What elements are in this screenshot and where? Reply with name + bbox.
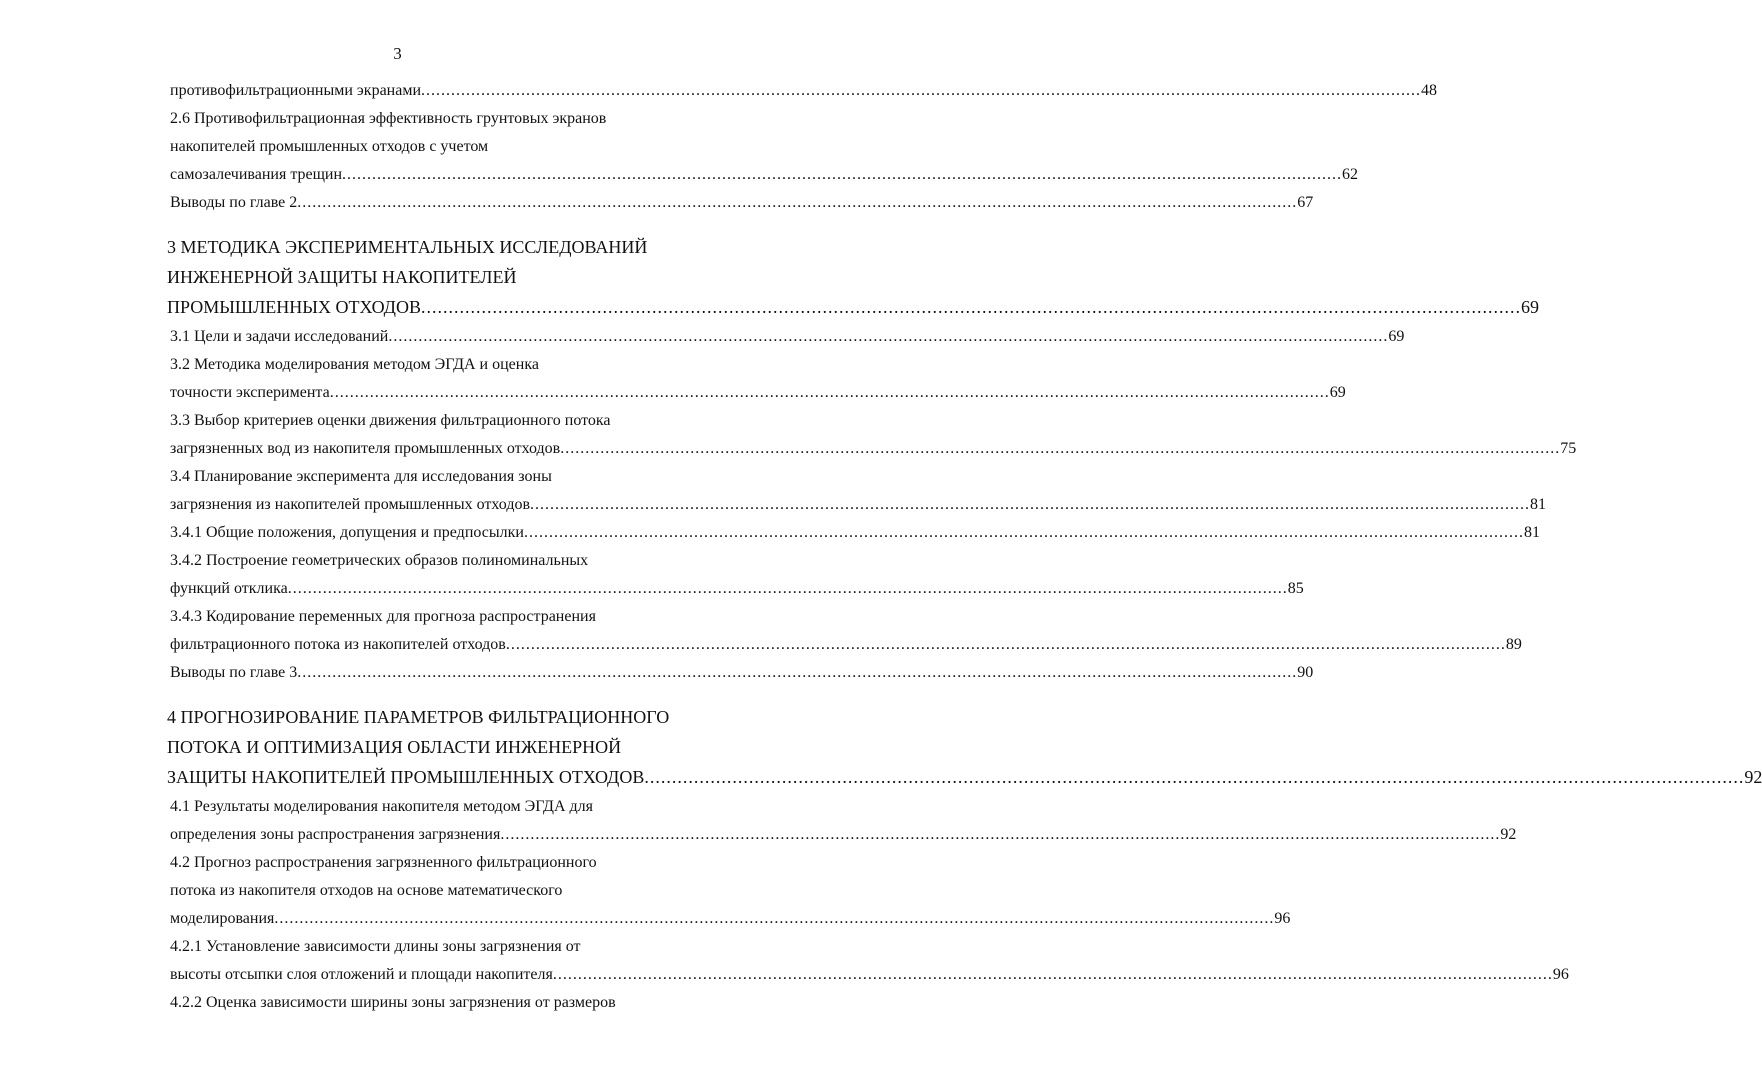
toc-entry-text: накопителей промышленных отходов с учетом: [170, 138, 489, 155]
toc-entry-line: [170, 322, 1405, 351]
toc-line-content: [167, 702, 737, 732]
dot-leader: ........................................................................................................................................................................................................: [274, 910, 1275, 927]
dot-leader: ........................................................................................................................................................................................................: [644, 767, 1745, 787]
page-number: 3: [393, 44, 402, 63]
toc-line-content: [170, 462, 740, 491]
toc-page-number: 81: [1530, 496, 1547, 513]
toc-entry-text: самозалечивания трещин: [170, 166, 343, 183]
toc-page-number: 48: [1421, 82, 1438, 99]
toc-page-number: 62: [1342, 166, 1359, 183]
toc-line-content: [170, 820, 1517, 849]
toc-entry-line: [170, 876, 740, 905]
toc-page-number: 92: [1744, 767, 1762, 787]
toc-line-content: [170, 160, 1359, 189]
toc-line-content: [167, 232, 737, 262]
toc-page-number: 75: [1560, 440, 1577, 457]
toc-entry-text: определения зоны распространения загрязнения: [170, 826, 501, 843]
toc-line-content: [170, 188, 1314, 217]
toc-line-content: [170, 378, 1346, 407]
toc-entry-text: противофильтрационными экранами: [170, 82, 422, 99]
toc-entry-line: [170, 406, 740, 435]
toc-line-content: [170, 76, 1438, 105]
toc-page-number: 69: [1329, 384, 1346, 401]
dot-leader: ........................................................................................................................................................................................................: [297, 664, 1298, 681]
toc-entry-text: 2.6 Противофильтрационная эффективность грунтовых экранов: [170, 110, 607, 127]
toc-entry-line: [170, 848, 740, 877]
toc-entry-text: ИНЖЕНЕРНОЙ ЗАЩИТЫ НАКОПИТЕЛЕЙ: [167, 267, 517, 287]
toc-line-content: [170, 434, 1577, 463]
dot-leader: ........................................................................................................................................................................................................: [560, 440, 1561, 457]
dot-leader: ........................................................................................................................................................................................................: [505, 636, 1506, 653]
toc-line-content: [170, 932, 740, 961]
toc-line-content: [170, 490, 1547, 519]
toc-entry-text: 3.4.1 Общие положения, допущения и предпосылки: [170, 524, 524, 541]
toc-entry-text: функций отклика: [170, 580, 288, 597]
toc-entry-text: 3.2 Методика моделирования методом ЭГДА и оценка: [170, 356, 539, 373]
toc-entry-line: [170, 820, 1517, 849]
toc-page-number: 90: [1297, 664, 1314, 681]
toc-line-content: [167, 292, 1539, 322]
toc-entry-text: 3.4.2 Построение геометрических образов полиноминальных: [170, 552, 589, 569]
toc-line-content: [170, 546, 740, 575]
toc-entry-line: [170, 160, 1359, 189]
toc-entry-line: [170, 188, 1314, 217]
dot-leader: ........................................................................................................................................................................................................: [500, 826, 1501, 843]
toc-chapter-line: [167, 732, 737, 762]
toc-line-content: [170, 658, 1314, 687]
toc-page-number: 89: [1505, 636, 1522, 653]
toc-line-content: [170, 406, 740, 435]
toc-entry-text: 4 ПРОГНОЗИРОВАНИЕ ПАРАМЕТРОВ ФИЛЬТРАЦИОННОГО: [167, 707, 670, 727]
toc-entry-text: ЗАЩИТЫ НАКОПИТЕЛЕЙ ПРОМЫШЛЕННЫХ ОТХОДОВ: [167, 767, 645, 787]
toc-entry-line: [170, 462, 740, 491]
toc-entry-text: моделирования: [170, 910, 275, 927]
toc-chapter-line: [167, 232, 737, 262]
toc-line-content: [170, 630, 1522, 659]
toc-entry-line: [170, 104, 740, 133]
toc-entry-line: [170, 630, 1522, 659]
toc-page-number: 85: [1287, 580, 1304, 597]
toc-line-content: [170, 960, 1569, 989]
toc-chapter-line: [167, 292, 1539, 322]
toc-page-number: 96: [1552, 966, 1569, 983]
dot-leader: ........................................................................................................................................................................................................: [297, 194, 1298, 211]
toc-line-content: [170, 876, 740, 905]
toc-entry-line: [170, 378, 1346, 407]
toc-chapter-line: [167, 262, 737, 292]
toc-entry-text: 3 МЕТОДИКА ЭКСПЕРИМЕНТАЛЬНЫХ ИССЛЕДОВАНИЙ: [167, 237, 648, 257]
toc-page-number: 67: [1297, 194, 1314, 211]
toc-line-content: [170, 988, 740, 1017]
toc-line-content: [170, 602, 740, 631]
toc-page-number: 81: [1523, 524, 1540, 541]
toc-entry-text: ПРОМЫШЛЕННЫХ ОТХОДОВ: [167, 297, 421, 317]
toc-entry-text: Выводы по главе 2: [170, 194, 298, 211]
toc-entry-text: Выводы по главе 3: [170, 664, 298, 681]
toc-entry-line: [170, 350, 740, 379]
dot-leader: ........................................................................................................................................................................................................: [342, 166, 1343, 183]
toc-page-number: 69: [1388, 328, 1405, 345]
toc-entry-text: 4.2 Прогноз распространения загрязненного фильтрационного: [170, 854, 597, 871]
toc-entry-text: 4.2.2 Оценка зависимости ширины зоны загрязнения от размеров: [170, 994, 616, 1011]
toc-entry-text: ПОТОКА И ОПТИМИЗАЦИЯ ОБЛАСТИ ИНЖЕНЕРНОЙ: [167, 737, 622, 757]
toc-chapter-line: [167, 702, 737, 732]
toc-entry-line: [170, 960, 1569, 989]
toc-entry-text: 4.1 Результаты моделирования накопителя методом ЭГДА для: [170, 798, 593, 815]
toc-entry-text: 3.1 Цели и задачи исследований: [170, 328, 389, 345]
toc-entry-text: загрязнения из накопителей промышленных отходов: [170, 496, 531, 513]
toc-entry-line: [170, 76, 1438, 105]
toc-line-content: [170, 792, 740, 821]
toc-entry-line: [170, 132, 740, 161]
toc-entry-line: [170, 904, 1291, 933]
toc-entry-text: высоты отсыпки слоя отложений и площади накопителя: [170, 966, 553, 983]
toc-line-content: [170, 132, 740, 161]
toc-page-number: 96: [1274, 910, 1291, 927]
toc-line-content: [170, 350, 740, 379]
toc-line-content: [170, 518, 1540, 547]
dot-leader: ........................................................................................................................................................................................................: [420, 297, 1521, 317]
toc-line-content: [167, 262, 737, 292]
toc-line-content: [170, 574, 1304, 603]
toc-page-number: 92: [1500, 826, 1517, 843]
toc-entry-line: [170, 602, 740, 631]
toc-entry-text: потока из накопителя отходов на основе математического: [170, 882, 563, 899]
dot-leader: ........................................................................................................................................................................................................: [388, 328, 1389, 345]
toc-line-content: [167, 762, 1762, 792]
toc-entry-line: [170, 546, 740, 575]
toc-entry-text: загрязненных вод из накопителя промышленных отходов: [170, 440, 561, 457]
toc-entry-line: [170, 490, 1547, 519]
toc-entry-text: фильтрационного потока из накопителей отходов: [170, 636, 506, 653]
toc-line-content: [170, 848, 740, 877]
toc-entry-text: 3.3 Выбор критериев оценки движения фильтрационного потока: [170, 412, 611, 429]
toc-entry-text: точности эксперимента: [170, 384, 330, 401]
toc-line-content: [170, 104, 740, 133]
toc-entry-line: [170, 988, 740, 1017]
dot-leader: ........................................................................................................................................................................................................: [530, 496, 1531, 513]
toc-entry-line: [170, 434, 1577, 463]
toc-line-content: [170, 322, 1405, 351]
dot-leader: ........................................................................................................................................................................................................: [552, 966, 1553, 983]
dot-leader: ........................................................................................................................................................................................................: [329, 384, 1330, 401]
toc-line-content: [167, 732, 737, 762]
toc-page-number: 69: [1520, 297, 1539, 317]
toc-line-content: [170, 904, 1291, 933]
toc-chapter-line: [167, 762, 1762, 792]
dot-leader: ........................................................................................................................................................................................................: [421, 82, 1422, 99]
toc-entry-text: 3.4 Планирование эксперимента для исследования зоны: [170, 468, 552, 485]
toc-entry-line: [170, 658, 1314, 687]
dot-leader: ........................................................................................................................................................................................................: [523, 524, 1524, 541]
toc-entry-text: 3.4.3 Кодирование переменных для прогноза распространения: [170, 608, 596, 625]
dot-leader: ........................................................................................................................................................................................................: [287, 580, 1288, 597]
toc-entry-line: [170, 518, 1540, 547]
toc-entry-text: 4.2.1 Установление зависимости длины зоны загрязнения от: [170, 938, 581, 955]
toc-entry-line: [170, 932, 740, 961]
toc-entry-line: [170, 574, 1304, 603]
toc-entry-line: [170, 792, 740, 821]
